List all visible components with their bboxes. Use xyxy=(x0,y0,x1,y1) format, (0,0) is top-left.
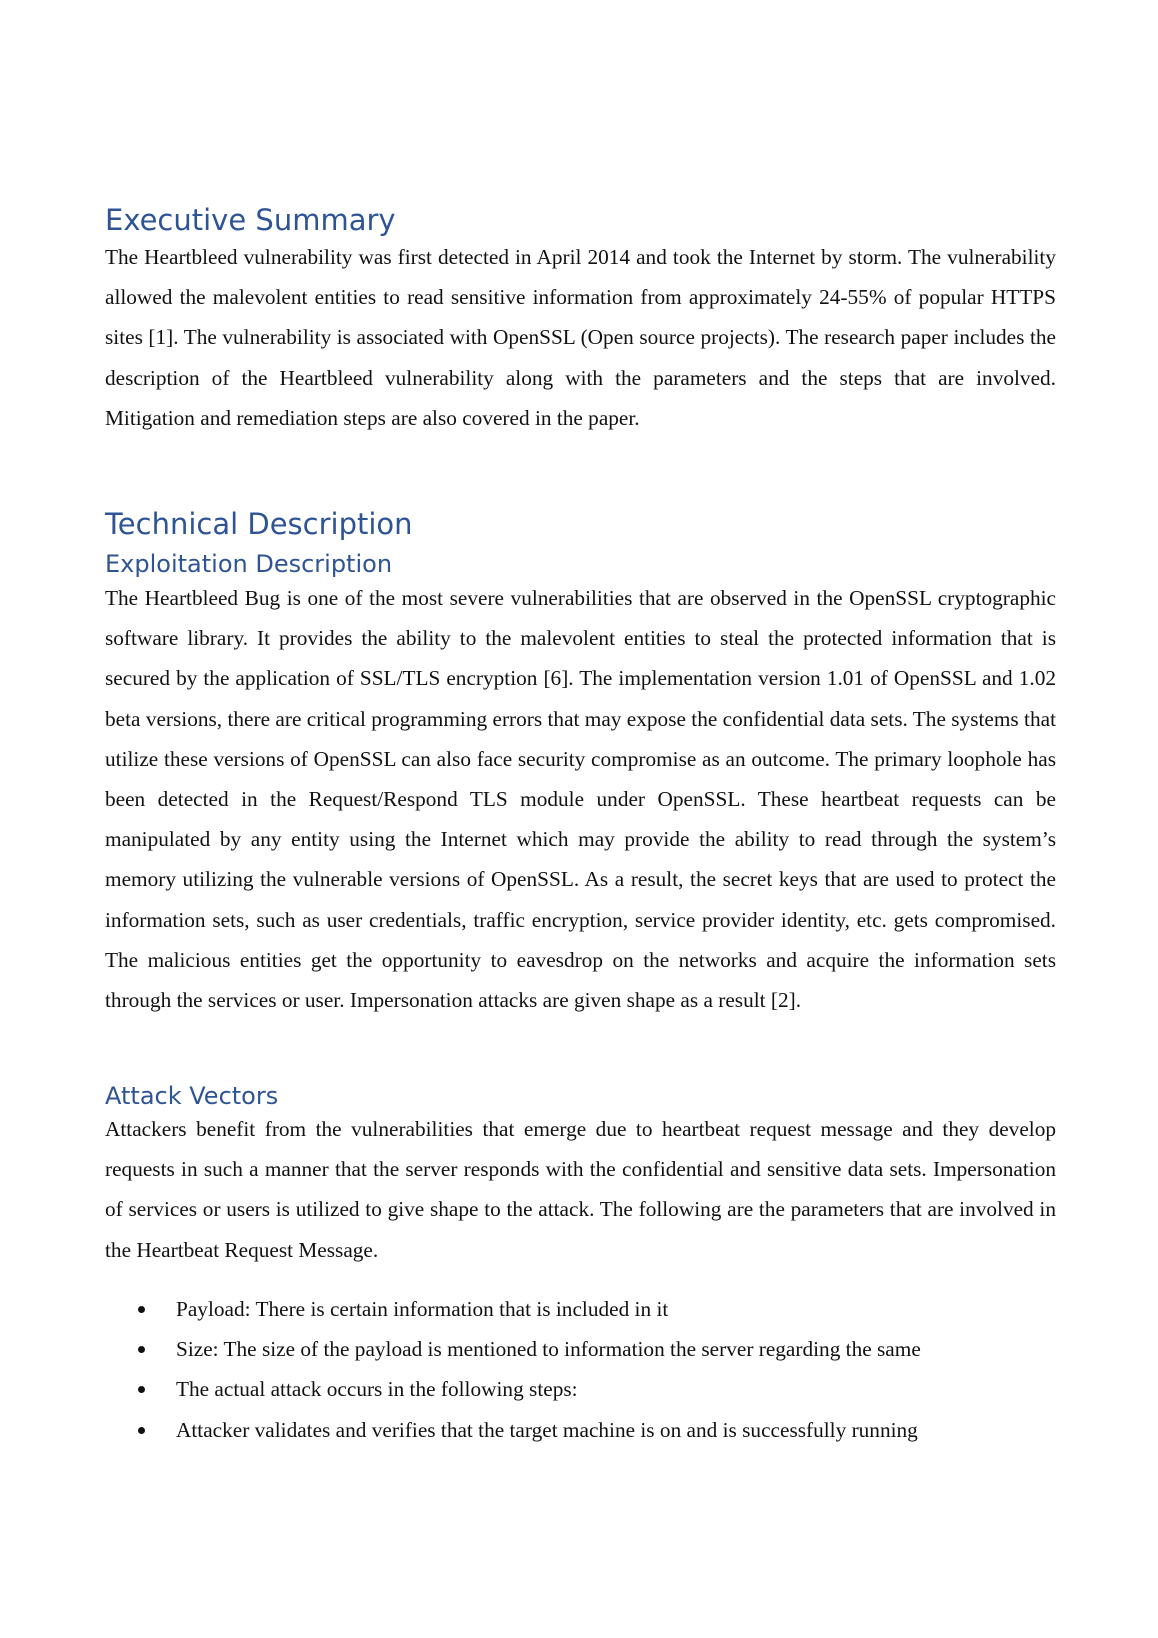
list-item-text: Payload: There is certain information that is included in it xyxy=(176,1297,669,1321)
bullet-icon xyxy=(138,1427,145,1434)
paragraph-executive-summary: The Heartbleed vulnerability was first detected in April 2014 and took the Internet by storm. The vulnerability allowed the malevolent entities to read sensitive information from approximately 24-55% of popular HTTPS sites [1]. The vulnerability is associated with OpenSSL (Open source projects). The research paper includes the description of the Heartbleed vulnerability along with the parameters and the steps that are involved. Mitigation and remediation steps are also covered in the paper. xyxy=(105,245,1056,430)
heading-exploitation-description: Exploitation Description xyxy=(105,550,393,578)
bullet-icon xyxy=(138,1386,145,1393)
list-item-text: The actual attack occurs in the following steps: xyxy=(176,1377,578,1402)
list-item xyxy=(105,1329,1056,1369)
list-item-text: Attacker validates and verifies that the target machine is on and is successfully running xyxy=(176,1417,918,1442)
heading-technical-description: Technical Description xyxy=(105,507,413,541)
paragraph-attack-vectors: Attackers benefit from the vulnerabilities that emerge due to heartbeat request message and they develop requests in such a manner that the server responds with the confidential and sensitive data sets. Impersonation of services or users is utilized to give shape to the attack. The following are the parameters that are involved in the Heartbeat Request Message. xyxy=(105,1117,1056,1262)
heading-attack-vectors: Attack Vectors xyxy=(105,1082,279,1110)
heading-executive-summary: Executive Summary xyxy=(105,203,396,237)
paragraph-exploitation-description: The Heartbleed Bug is one of the most severe vulnerabilities that are observed in the OpenSSL cryptographic software library. It provides the ability to the malevolent entities to steal the protected information that is secured by the application of SSL/TLS encryption [6]. The implementation version 1.01 of OpenSSL and 1.02 beta versions, there are critical programming errors that may expose the confidential data sets. The systems that utilize these versions of OpenSSL can also face security compromise as an outcome. The primary loophole has been detected in the Request/Respond TLS module under OpenSSL. These heartbeat requests can be manipulated by any entity using the Internet which may provide the ability to read through the system’s memory utilizing the vulnerable versions of OpenSSL. As a result, the secret keys that are used to protect the information sets, such as user credentials, traffic encryption, service provider identity, etc. gets compromised. The malicious entities get the opportunity to eavesdrop on the networks and acquire the information sets through the services or user. Impersonation attacks are given shape as a result [2]. xyxy=(105,586,1056,1013)
list-item xyxy=(105,1289,1056,1329)
list-item-text: Size: The size of the payload is mentioned to information the server regarding the same xyxy=(176,1337,921,1362)
list-item xyxy=(105,1410,1056,1450)
bullet-icon xyxy=(138,1346,145,1353)
list-item xyxy=(105,1369,1056,1409)
bullet-icon xyxy=(138,1306,145,1313)
bullet-list-attack-parameters xyxy=(105,1289,1056,1450)
